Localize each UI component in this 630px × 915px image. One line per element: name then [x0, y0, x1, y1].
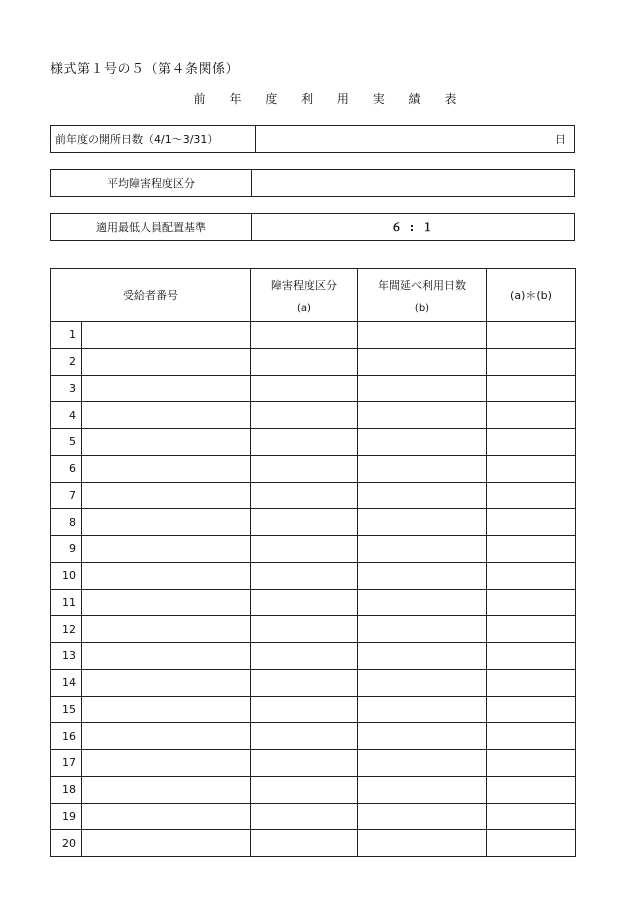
recipient-number-cell[interactable]	[82, 562, 251, 589]
recipient-number-cell[interactable]	[82, 375, 251, 402]
disability-level-cell[interactable]	[251, 562, 358, 589]
form-number-label: 様式第１号の５（第４条関係）	[50, 62, 240, 77]
annual-days-cell[interactable]	[358, 509, 487, 536]
row-number: 15	[51, 696, 82, 723]
recipient-number-cell[interactable]	[82, 616, 251, 643]
a-times-b-cell[interactable]	[487, 669, 576, 696]
a-times-b-cell[interactable]	[487, 589, 576, 616]
annual-days-cell[interactable]	[358, 375, 487, 402]
a-times-b-cell[interactable]	[487, 562, 576, 589]
annual-days-cell[interactable]	[358, 536, 487, 563]
days-open-table	[50, 125, 575, 153]
disability-level-cell[interactable]	[251, 616, 358, 643]
table-row	[51, 723, 576, 750]
header-disability-level	[251, 269, 358, 322]
disability-level-cell[interactable]	[251, 803, 358, 830]
a-times-b-cell[interactable]	[487, 803, 576, 830]
recipient-number-cell[interactable]	[82, 750, 251, 777]
document-title: 前 年 度 利 用 実 績 表	[193, 92, 467, 106]
a-times-b-cell[interactable]	[487, 536, 576, 563]
disability-level-cell[interactable]	[251, 723, 358, 750]
row-number: 14	[51, 669, 82, 696]
annual-days-cell[interactable]	[358, 429, 487, 456]
table-row	[51, 776, 576, 803]
a-times-b-cell[interactable]	[487, 322, 576, 349]
annual-days-cell[interactable]	[358, 803, 487, 830]
table-row	[51, 562, 576, 589]
annual-days-cell[interactable]	[358, 616, 487, 643]
header-annual-days-label: 年間延べ利用日数	[378, 278, 466, 292]
disability-level-cell[interactable]	[251, 830, 358, 857]
a-times-b-cell[interactable]	[487, 750, 576, 777]
row-number: 6	[51, 455, 82, 482]
disability-level-cell[interactable]	[251, 776, 358, 803]
a-times-b-cell[interactable]	[487, 402, 576, 429]
a-times-b-cell[interactable]	[487, 723, 576, 750]
a-times-b-cell[interactable]	[487, 348, 576, 375]
recipient-number-cell[interactable]	[82, 669, 251, 696]
a-times-b-cell[interactable]	[487, 830, 576, 857]
disability-level-cell[interactable]	[251, 669, 358, 696]
days-unit: 日	[555, 133, 566, 146]
table-row	[51, 509, 576, 536]
table-row	[51, 616, 576, 643]
a-times-b-cell[interactable]	[487, 509, 576, 536]
recipient-number-cell[interactable]	[82, 723, 251, 750]
row-number: 3	[51, 375, 82, 402]
table-body	[51, 322, 576, 857]
table-row	[51, 696, 576, 723]
avg-disability-field[interactable]	[252, 170, 575, 197]
recipient-number-cell[interactable]	[82, 589, 251, 616]
recipient-number-cell[interactable]	[82, 776, 251, 803]
staffing-value[interactable]: ６ : １	[252, 214, 575, 241]
recipient-number-cell[interactable]	[82, 803, 251, 830]
recipient-number-cell[interactable]	[82, 536, 251, 563]
annual-days-cell[interactable]	[358, 696, 487, 723]
table-row	[51, 455, 576, 482]
recipient-number-cell[interactable]	[82, 402, 251, 429]
a-times-b-cell[interactable]	[487, 429, 576, 456]
row-number: 19	[51, 803, 82, 830]
staffing-table	[50, 213, 575, 241]
table-row	[51, 375, 576, 402]
disability-level-cell[interactable]	[251, 322, 358, 349]
row-number: 7	[51, 482, 82, 509]
disability-level-cell[interactable]	[251, 348, 358, 375]
header-b-marker: (b)	[414, 302, 430, 314]
disability-level-cell[interactable]	[251, 402, 358, 429]
disability-level-cell[interactable]	[251, 509, 358, 536]
disability-level-cell[interactable]	[251, 429, 358, 456]
recipient-number-cell[interactable]	[82, 455, 251, 482]
annual-days-cell[interactable]	[358, 455, 487, 482]
table-row	[51, 643, 576, 670]
usage-record-table	[50, 268, 576, 857]
recipient-number-cell[interactable]	[82, 482, 251, 509]
row-number: 10	[51, 562, 82, 589]
annual-days-cell[interactable]	[358, 643, 487, 670]
table-row	[51, 589, 576, 616]
disability-level-cell[interactable]	[251, 750, 358, 777]
a-times-b-cell[interactable]	[487, 776, 576, 803]
table-row	[51, 536, 576, 563]
annual-days-cell[interactable]	[358, 776, 487, 803]
row-number: 8	[51, 509, 82, 536]
recipient-number-cell[interactable]	[82, 509, 251, 536]
header-disability-level-label: 障害程度区分	[271, 278, 337, 292]
table-row	[51, 348, 576, 375]
annual-days-cell[interactable]	[358, 669, 487, 696]
table-row	[51, 669, 576, 696]
table-row	[51, 322, 576, 349]
staffing-label: 適用最低人員配置基準	[51, 214, 252, 241]
header-a-times-b: (a)＊(b)	[487, 269, 576, 322]
disability-level-cell[interactable]	[251, 589, 358, 616]
table-row	[51, 402, 576, 429]
annual-days-cell[interactable]	[358, 322, 487, 349]
table-header-row	[51, 269, 576, 322]
table-row	[51, 429, 576, 456]
row-number: 11	[51, 589, 82, 616]
a-times-b-cell[interactable]	[487, 616, 576, 643]
annual-days-cell[interactable]	[358, 830, 487, 857]
row-number: 18	[51, 776, 82, 803]
row-number: 12	[51, 616, 82, 643]
annual-days-cell[interactable]	[358, 589, 487, 616]
table-row	[51, 482, 576, 509]
table-row	[51, 830, 576, 857]
a-times-b-cell[interactable]	[487, 643, 576, 670]
header-a-marker: (a)	[297, 302, 311, 314]
a-times-b-cell[interactable]	[487, 455, 576, 482]
row-number: 17	[51, 750, 82, 777]
annual-days-cell[interactable]	[358, 348, 487, 375]
disability-level-cell[interactable]	[251, 536, 358, 563]
a-times-b-cell[interactable]	[487, 375, 576, 402]
a-times-b-cell[interactable]	[487, 482, 576, 509]
days-open-label: 前年度の開所日数（4/1～3/31）	[51, 126, 256, 153]
disability-level-cell[interactable]	[251, 643, 358, 670]
row-number: 16	[51, 723, 82, 750]
disability-level-cell[interactable]	[251, 455, 358, 482]
annual-days-cell[interactable]	[358, 723, 487, 750]
recipient-number-cell[interactable]	[82, 643, 251, 670]
row-number: 5	[51, 429, 82, 456]
table-row	[51, 750, 576, 777]
annual-days-cell[interactable]	[358, 482, 487, 509]
a-times-b-cell[interactable]	[487, 696, 576, 723]
days-open-field[interactable]	[256, 126, 575, 153]
header-recipient-number: 受給者番号	[51, 269, 251, 322]
annual-days-cell[interactable]	[358, 402, 487, 429]
recipient-number-cell[interactable]	[82, 429, 251, 456]
row-number: 9	[51, 536, 82, 563]
annual-days-cell[interactable]	[358, 750, 487, 777]
avg-disability-table	[50, 169, 575, 197]
annual-days-cell[interactable]	[358, 562, 487, 589]
header-annual-days	[358, 269, 487, 322]
row-number: 2	[51, 348, 82, 375]
row-number: 1	[51, 322, 82, 349]
recipient-number-cell[interactable]	[82, 830, 251, 857]
recipient-number-cell[interactable]	[82, 348, 251, 375]
recipient-number-cell[interactable]	[82, 696, 251, 723]
recipient-number-cell[interactable]	[82, 322, 251, 349]
disability-level-cell[interactable]	[251, 375, 358, 402]
table-row	[51, 803, 576, 830]
disability-level-cell[interactable]	[251, 696, 358, 723]
row-number: 13	[51, 643, 82, 670]
row-number: 4	[51, 402, 82, 429]
avg-disability-label: 平均障害程度区分	[51, 170, 252, 197]
disability-level-cell[interactable]	[251, 482, 358, 509]
row-number: 20	[51, 830, 82, 857]
